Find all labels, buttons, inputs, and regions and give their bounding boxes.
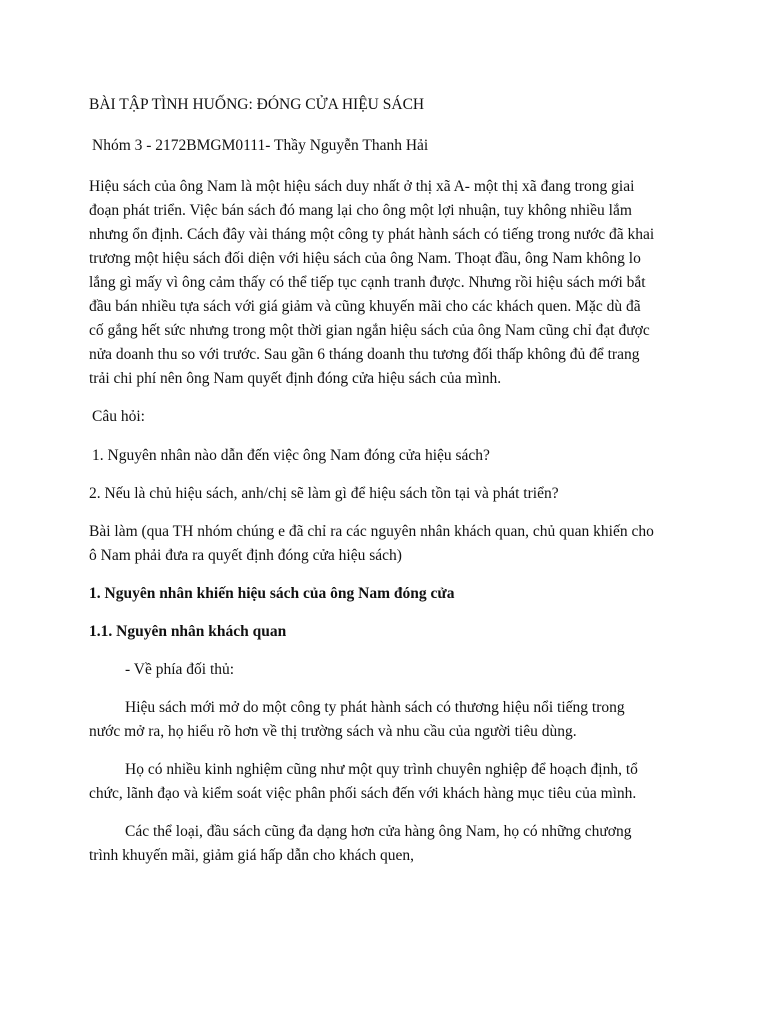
paragraph-c: Các thể loại, đầu sách cũng đa dạng hơn cửa hàng ông Nam, họ có những chương trình khuyến mãi, giảm giá hấp dẫn cho khách quen,	[89, 823, 632, 864]
document-title: BÀI TẬP TÌNH HUỐNG: ĐÓNG CỬA HIỆU SÁCH	[89, 96, 425, 113]
heading-1-1: 1.1. Nguyên nhân khách quan	[89, 623, 287, 640]
competitor-label: - Về phía đối thủ:	[125, 661, 235, 678]
answer-intro: Bài làm (qua TH nhóm chúng e đã chỉ ra các nguyên nhân khách quan, chủ quan khiến cho ô Nam phải đưa ra quyết định đóng cửa hiệu sách)	[89, 523, 654, 564]
intro-paragraph: Hiệu sách của ông Nam là một hiệu sách duy nhất ở thị xã A- một thị xã đang trong giai đoạn phát triển. Việc bán sách đó mang lại cho ông một lợi nhuận, tuy không nhiều lắm nhưng ổn định. Cách đây vài tháng một công ty phát hành sách có tiếng trong nước đã khai trương một hiệu sách đối diện với hiệu sách của ông Nam. Thoạt đầu, ông Nam không lo lắng gì mấy vì ông cảm thấy có thể tiếp tục cạnh tranh được. Nhưng rồi hiệu sách mới bắt đầu bán nhiều tựa sách với giá giảm và cũng khuyến mãi cho các khách quen. Mặc dù đã cố gắng hết sức nhưng trong một thời gian ngắn hiệu sách của ông Nam cũng chỉ đạt được nửa doanh thu so với trước. Sau gần 6 tháng doanh thu tương đối thấp không đủ để trang trải chi phí nên ông Nam quyết định đóng cửa hiệu sách của mình.	[89, 178, 655, 387]
paragraph-a: Hiệu sách mới mở do một công ty phát hành sách có thương hiệu nổi tiếng trong nước mở ra, họ hiểu rõ hơn về thị trường sách và nhu cầu của người tiêu dùng.	[89, 699, 625, 740]
questions-label: Câu hỏi:	[92, 408, 145, 425]
heading-1: 1. Nguyên nhân khiến hiệu sách của ông Nam đóng cửa	[89, 585, 455, 602]
question-1: 1. Nguyên nhân nào dẫn đến việc ông Nam đóng cửa hiệu sách?	[92, 447, 490, 464]
question-2: 2. Nếu là chủ hiệu sách, anh/chị sẽ làm gì để hiệu sách tồn tại và phát triển?	[89, 485, 559, 502]
paragraph-b: Họ có nhiều kinh nghiệm cũng như một quy trình chuyên nghiệp để hoạch định, tổ chức, lãnh đạo và kiểm soát việc phân phối sách đến với khách hàng mục tiêu của mình.	[89, 761, 638, 802]
group-line: Nhóm 3 - 2172BMGM0111- Thầy Nguyễn Thanh Hải	[92, 137, 429, 154]
